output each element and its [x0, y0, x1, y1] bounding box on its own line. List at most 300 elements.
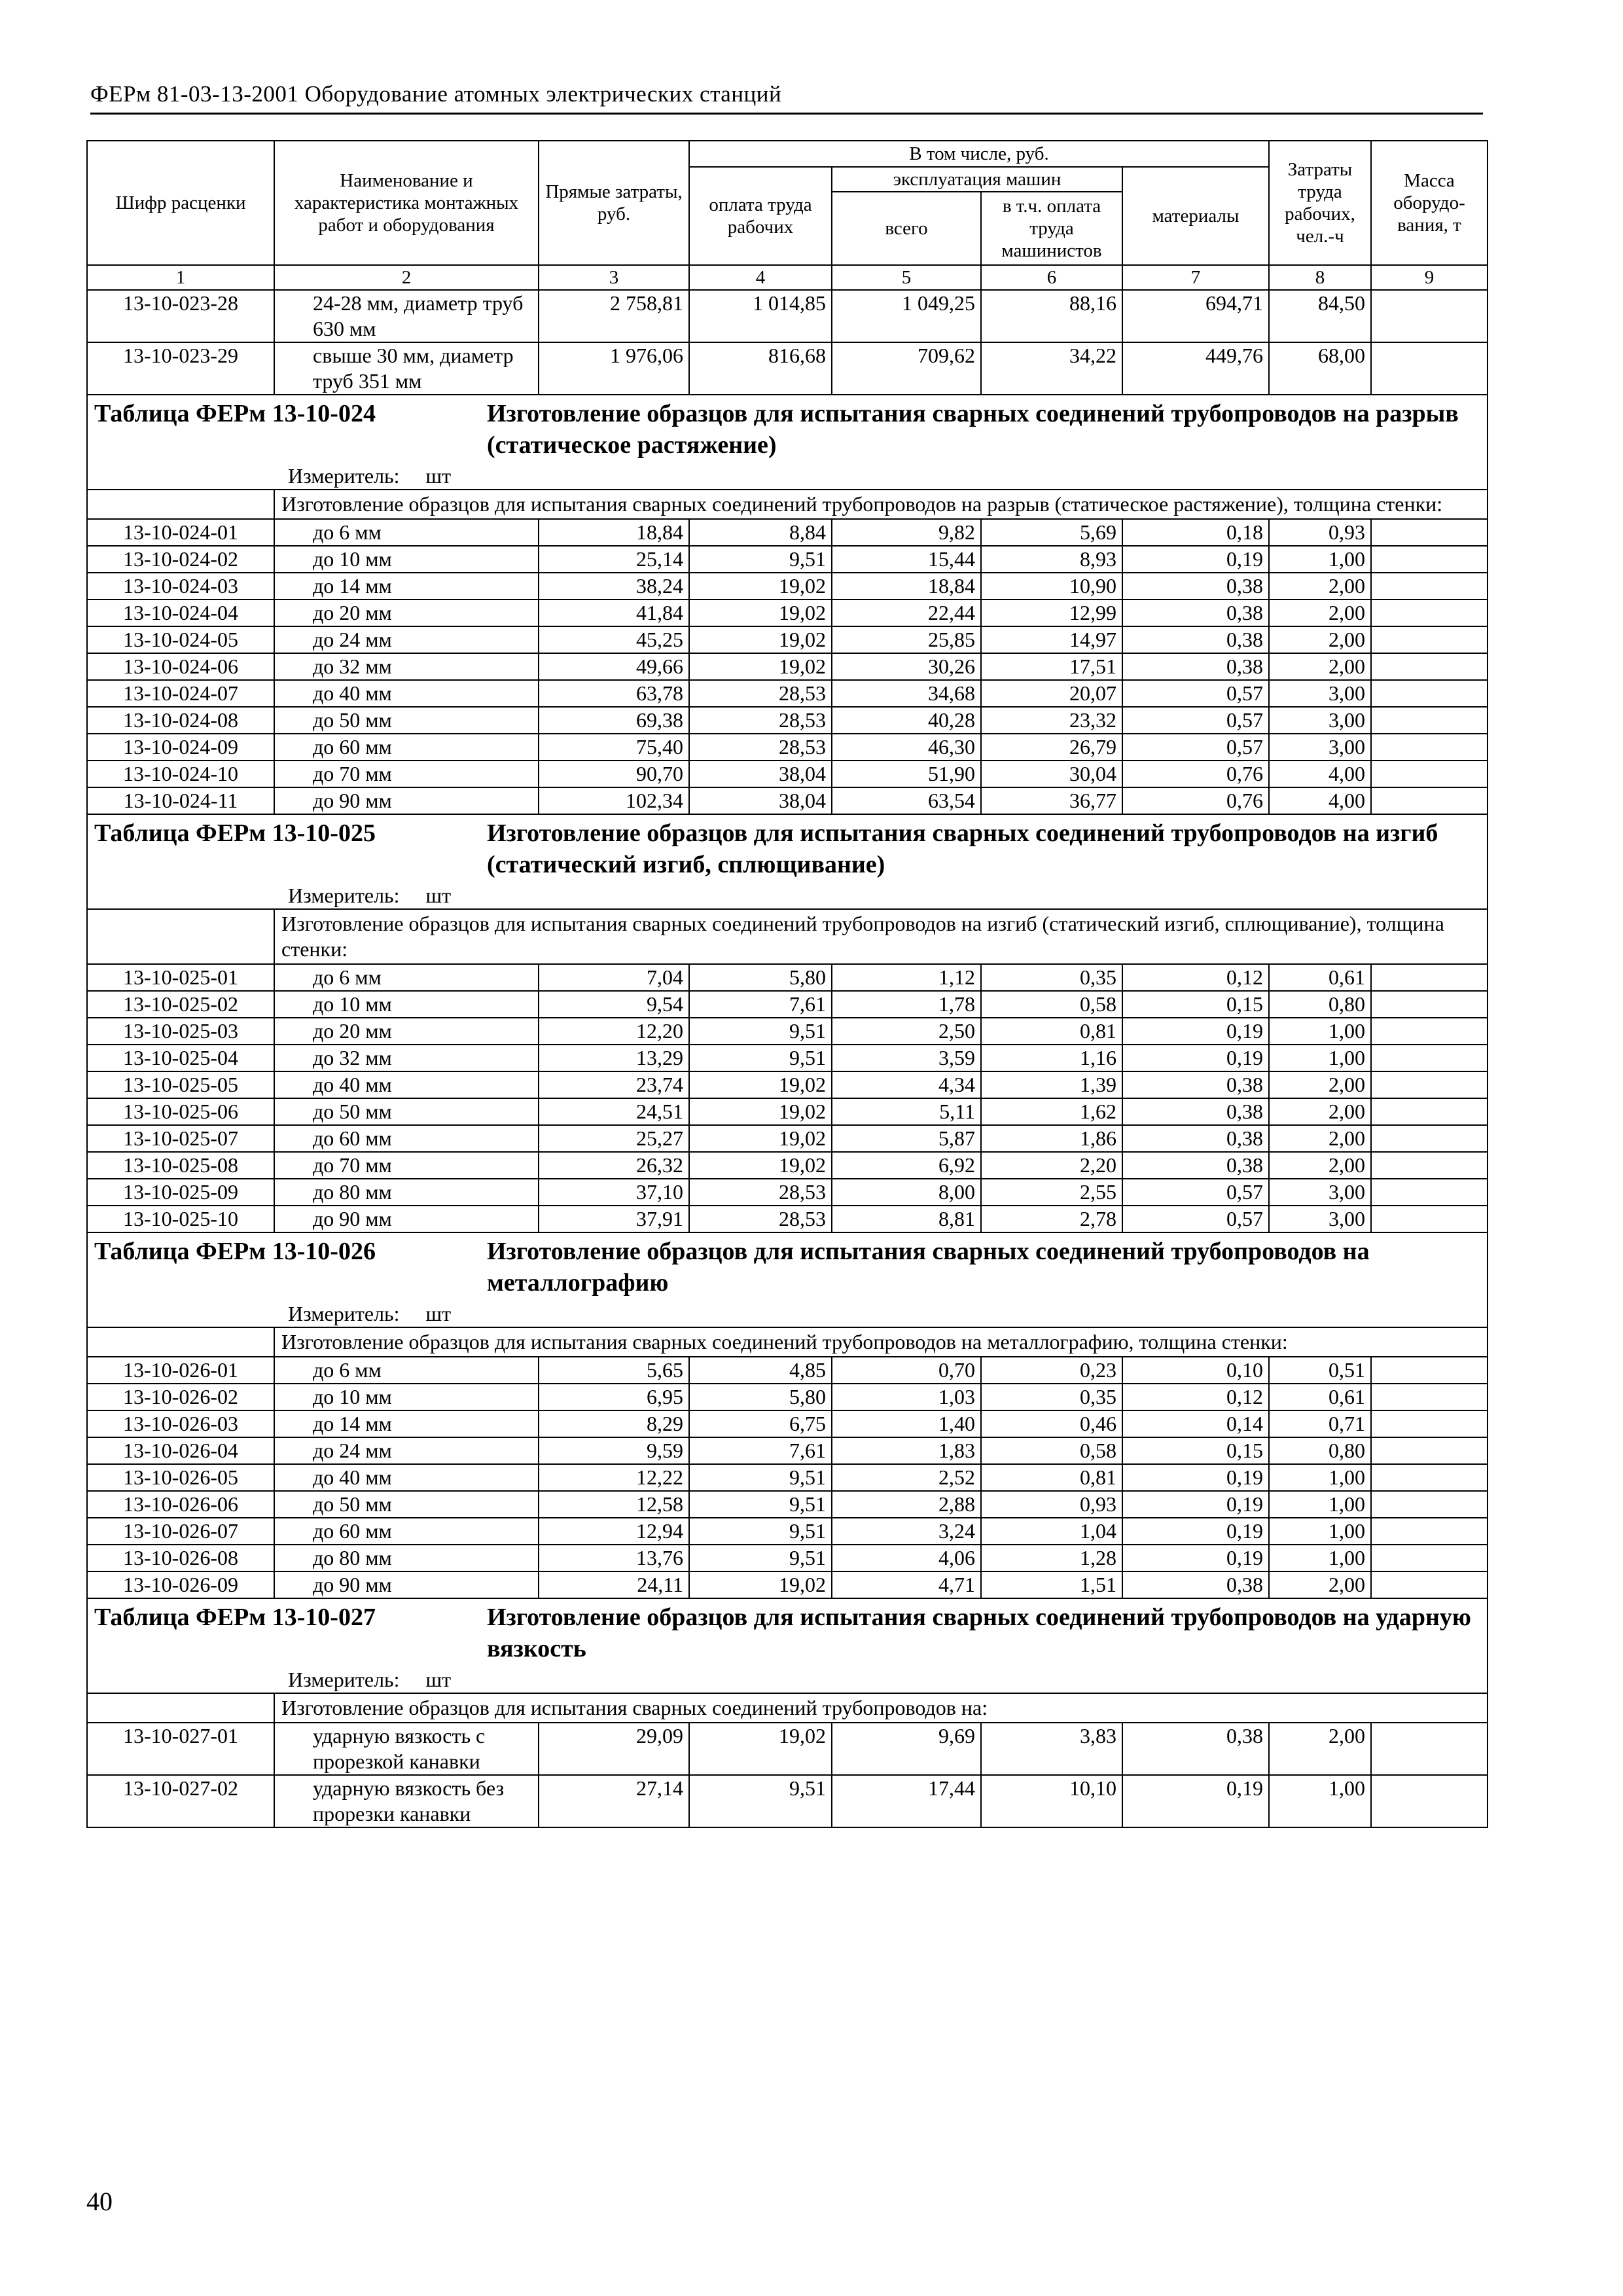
cell-materials: 0,19: [1122, 1491, 1269, 1518]
cell-materials: 0,57: [1122, 707, 1269, 734]
measure-unit: шт: [425, 1302, 452, 1325]
cell-direct: 7,04: [539, 964, 689, 991]
cell-materials: 694,71: [1122, 290, 1269, 342]
table-row: [87, 1179, 1488, 1206]
cell-direct: 2 758,81: [539, 290, 689, 342]
intro-blank: [87, 490, 274, 519]
table-row: [87, 1545, 1488, 1571]
cell-materials: 0,15: [1122, 991, 1269, 1018]
cell-wages: 19,02: [689, 600, 832, 626]
measure-cell: [87, 1301, 1488, 1327]
table-description: Изготовление образцов для испытания сварных соединений трубопроводов на ударную вязкость: [487, 1604, 1471, 1662]
measure-label: Измеритель:: [288, 464, 400, 488]
cell-machines: 25,85: [832, 626, 981, 653]
cell-machines-wages: 2,55: [981, 1179, 1122, 1206]
table-row: [87, 991, 1488, 1018]
cell-wages: 9,51: [689, 1045, 832, 1071]
cell-direct: 13,76: [539, 1545, 689, 1571]
cell-machines-wages: 0,58: [981, 1437, 1122, 1464]
cell-wages: 38,04: [689, 787, 832, 814]
cell-materials: 0,19: [1122, 1018, 1269, 1045]
cell-direct: 12,22: [539, 1464, 689, 1491]
table-row: [87, 573, 1488, 600]
cell-code: 13-10-024-10: [87, 761, 274, 787]
cell-code: 13-10-026-02: [87, 1384, 274, 1410]
cell-mass: [1371, 1464, 1488, 1491]
cell-labor: 84,50: [1269, 290, 1371, 342]
cell-code: 13-10-025-08: [87, 1152, 274, 1179]
table-description: Изготовление образцов для испытания сварных соединений трубопроводов на разрыв (статическое растяжение): [487, 400, 1459, 459]
cell-wages: 9,51: [689, 1545, 832, 1571]
table-row: [87, 1071, 1488, 1098]
cell-mass: [1371, 761, 1488, 787]
cell-machines: 4,06: [832, 1545, 981, 1571]
cell-code: 13-10-026-03: [87, 1410, 274, 1437]
table-row: [87, 680, 1488, 707]
cell-machines-wages: 10,90: [981, 573, 1122, 600]
cell-machines-wages: 2,78: [981, 1206, 1122, 1232]
cell-code: 13-10-025-06: [87, 1098, 274, 1125]
cell-materials: 0,38: [1122, 1571, 1269, 1598]
cell-wages: 4,85: [689, 1357, 832, 1384]
cell-materials: 0,76: [1122, 761, 1269, 787]
cell-direct: 75,40: [539, 734, 689, 761]
cell-mass: [1371, 1125, 1488, 1152]
cell-labor: 2,00: [1269, 1125, 1371, 1152]
cell-code: 13-10-026-08: [87, 1545, 274, 1571]
cell-machines: 5,11: [832, 1098, 981, 1125]
cell-materials: 0,38: [1122, 653, 1269, 680]
cell-mass: [1371, 1045, 1488, 1071]
cell-materials: 0,18: [1122, 519, 1269, 546]
col-header-direct: Прямые затраты, руб.: [539, 141, 689, 265]
cell-labor: 2,00: [1269, 1723, 1371, 1775]
cell-labor: 0,93: [1269, 519, 1371, 546]
cell-code: 13-10-024-04: [87, 600, 274, 626]
cell-direct: 12,58: [539, 1491, 689, 1518]
table-row: [87, 1357, 1488, 1384]
cell-machines: 9,69: [832, 1723, 981, 1775]
cell-wages: 28,53: [689, 707, 832, 734]
cell-code: 13-10-026-07: [87, 1518, 274, 1545]
cell-labor: 68,00: [1269, 342, 1371, 395]
cell-wages: 28,53: [689, 734, 832, 761]
cell-mass: [1371, 964, 1488, 991]
cell-wages: 19,02: [689, 1723, 832, 1775]
cell-mass: [1371, 1410, 1488, 1437]
table-title-cell: [87, 1232, 1488, 1301]
cell-direct: 18,84: [539, 519, 689, 546]
cell-machines: 2,88: [832, 1491, 981, 1518]
cell-name: до 6 мм: [274, 1357, 539, 1384]
cell-mass: [1371, 1357, 1488, 1384]
cell-machines: 51,90: [832, 761, 981, 787]
table-code: Таблица ФЕРм 13-10-027: [94, 1604, 376, 1631]
cell-machines-wages: 10,10: [981, 1775, 1122, 1827]
cell-machines-wages: 14,97: [981, 626, 1122, 653]
cell-machines-wages: 12,99: [981, 600, 1122, 626]
cell-name: до 50 мм: [274, 1098, 539, 1125]
cell-wages: 7,61: [689, 991, 832, 1018]
measure-row: [87, 1667, 1488, 1693]
cell-direct: 69,38: [539, 707, 689, 734]
cell-direct: 49,66: [539, 653, 689, 680]
col-number: 1: [87, 265, 274, 290]
cell-wages: 19,02: [689, 1098, 832, 1125]
cell-name: до 70 мм: [274, 761, 539, 787]
cell-machines: 4,71: [832, 1571, 981, 1598]
cell-machines: 2,50: [832, 1018, 981, 1045]
cell-materials: 0,38: [1122, 573, 1269, 600]
cell-labor: 0,61: [1269, 964, 1371, 991]
cell-wages: 6,75: [689, 1410, 832, 1437]
cell-machines: 3,59: [832, 1045, 981, 1071]
cell-direct: 6,95: [539, 1384, 689, 1410]
cell-materials: 449,76: [1122, 342, 1269, 395]
measure-label: Измеритель:: [288, 884, 400, 907]
cell-name: до 14 мм: [274, 573, 539, 600]
intro-row: [87, 1693, 1488, 1723]
cell-wages: 9,51: [689, 1491, 832, 1518]
col-number: 9: [1371, 265, 1488, 290]
cell-code: 13-10-023-28: [87, 290, 274, 342]
intro-blank: [87, 1693, 274, 1723]
cell-direct: 12,20: [539, 1018, 689, 1045]
cell-labor: 1,00: [1269, 1018, 1371, 1045]
cell-wages: 9,51: [689, 1018, 832, 1045]
table-row: [87, 519, 1488, 546]
cell-name: до 90 мм: [274, 787, 539, 814]
cell-mass: [1371, 707, 1488, 734]
cell-machines: 1 049,25: [832, 290, 981, 342]
cell-machines: 709,62: [832, 342, 981, 395]
cell-direct: 102,34: [539, 787, 689, 814]
table-row: [87, 1491, 1488, 1518]
cell-wages: 28,53: [689, 680, 832, 707]
document-title: ФЕРм 81-03-13-2001 Оборудование атомных электрических станций: [90, 81, 782, 107]
col-header-mass: Масса оборудо-вания, т: [1371, 141, 1488, 265]
cell-mass: [1371, 519, 1488, 546]
col-number: 7: [1122, 265, 1269, 290]
cell-mass: [1371, 1491, 1488, 1518]
cell-code: 13-10-027-01: [87, 1723, 274, 1775]
table-row: [87, 342, 1488, 395]
measure-unit: шт: [425, 464, 452, 488]
cell-machines-wages: 30,04: [981, 761, 1122, 787]
cell-labor: 3,00: [1269, 680, 1371, 707]
col-header-machines-wages: в т.ч. оплата труда машинистов: [981, 192, 1122, 265]
table-row: [87, 600, 1488, 626]
table-row: [87, 707, 1488, 734]
measure-cell: [87, 883, 1488, 909]
table-description: Изготовление образцов для испытания сварных соединений трубопроводов на металлографию: [487, 1238, 1370, 1297]
intro-row: [87, 909, 1488, 964]
cell-wages: 19,02: [689, 1152, 832, 1179]
cell-machines: 2,52: [832, 1464, 981, 1491]
cell-direct: 5,65: [539, 1357, 689, 1384]
cell-labor: 0,51: [1269, 1357, 1371, 1384]
intro-text: Изготовление образцов для испытания сварных соединений трубопроводов на металлографию, толщина стенки:: [274, 1327, 1488, 1357]
cell-code: 13-10-026-09: [87, 1571, 274, 1598]
cell-wages: 9,51: [689, 1775, 832, 1827]
cell-materials: 0,38: [1122, 600, 1269, 626]
cell-machines-wages: 0,81: [981, 1464, 1122, 1491]
cell-direct: 24,51: [539, 1098, 689, 1125]
cell-machines-wages: 36,77: [981, 787, 1122, 814]
cell-name: до 32 мм: [274, 1045, 539, 1071]
cell-mass: [1371, 653, 1488, 680]
cell-machines-wages: 3,83: [981, 1723, 1122, 1775]
col-header-including: В том числе, руб.: [689, 141, 1269, 167]
table-row: [87, 1775, 1488, 1827]
cell-mass: [1371, 680, 1488, 707]
cell-machines-wages: 0,81: [981, 1018, 1122, 1045]
table-row: [87, 1206, 1488, 1232]
cell-labor: 0,80: [1269, 1437, 1371, 1464]
cell-labor: 2,00: [1269, 1571, 1371, 1598]
table-row: [87, 1723, 1488, 1775]
cell-machines: 40,28: [832, 707, 981, 734]
table-code: Таблица ФЕРм 13-10-024: [94, 400, 376, 427]
col-number: 6: [981, 265, 1122, 290]
cell-name: до 70 мм: [274, 1152, 539, 1179]
cell-mass: [1371, 1545, 1488, 1571]
cell-machines-wages: 8,93: [981, 546, 1122, 573]
cell-machines-wages: 1,16: [981, 1045, 1122, 1071]
table-title: [94, 817, 1480, 880]
cell-materials: 0,38: [1122, 1152, 1269, 1179]
cell-machines: 8,81: [832, 1206, 981, 1232]
table-row: [87, 1384, 1488, 1410]
cell-direct: 25,27: [539, 1125, 689, 1152]
cell-wages: 19,02: [689, 1571, 832, 1598]
cell-name: 24-28 мм, диаметр труб 630 мм: [274, 290, 539, 342]
cell-materials: 0,57: [1122, 1179, 1269, 1206]
cell-mass: [1371, 1206, 1488, 1232]
cell-machines-wages: 88,16: [981, 290, 1122, 342]
intro-text: Изготовление образцов для испытания сварных соединений трубопроводов на разрыв (статическое растяжение), толщина стенки:: [274, 490, 1488, 519]
cell-materials: 0,38: [1122, 1098, 1269, 1125]
table-row: [87, 1437, 1488, 1464]
table-body: [87, 290, 1488, 1827]
cell-machines-wages: 0,46: [981, 1410, 1122, 1437]
table-row: [87, 626, 1488, 653]
cell-name: до 80 мм: [274, 1545, 539, 1571]
cell-code: 13-10-025-09: [87, 1179, 274, 1206]
cell-labor: 2,00: [1269, 1098, 1371, 1125]
cell-machines: 1,03: [832, 1384, 981, 1410]
cell-mass: [1371, 1775, 1488, 1827]
cell-labor: 2,00: [1269, 1071, 1371, 1098]
intro-row: [87, 1327, 1488, 1357]
cell-mass: [1371, 290, 1488, 342]
cell-code: 13-10-026-05: [87, 1464, 274, 1491]
cell-mass: [1371, 787, 1488, 814]
cell-name: до 60 мм: [274, 1518, 539, 1545]
cell-code: 13-10-026-01: [87, 1357, 274, 1384]
rates-table: [86, 140, 1488, 1828]
page-header: [90, 76, 1483, 115]
cell-labor: 0,80: [1269, 991, 1371, 1018]
cell-labor: 2,00: [1269, 600, 1371, 626]
col-header-machines: эксплуатация машин: [832, 167, 1122, 192]
cell-mass: [1371, 1723, 1488, 1775]
cell-materials: 0,19: [1122, 1775, 1269, 1827]
cell-materials: 0,19: [1122, 1518, 1269, 1545]
cell-machines: 6,92: [832, 1152, 981, 1179]
cell-direct: 41,84: [539, 600, 689, 626]
cell-machines: 22,44: [832, 600, 981, 626]
cell-direct: 9,59: [539, 1437, 689, 1464]
col-header-materials: материалы: [1122, 167, 1269, 265]
table-row: [87, 1464, 1488, 1491]
cell-materials: 0,19: [1122, 1545, 1269, 1571]
cell-machines: 8,00: [832, 1179, 981, 1206]
cell-materials: 0,12: [1122, 1384, 1269, 1410]
table-row: [87, 734, 1488, 761]
table-row: [87, 1571, 1488, 1598]
measure-unit: шт: [425, 1668, 452, 1691]
col-number: 8: [1269, 265, 1371, 290]
cell-code: 13-10-025-03: [87, 1018, 274, 1045]
cell-machines-wages: 34,22: [981, 342, 1122, 395]
cell-materials: 0,15: [1122, 1437, 1269, 1464]
table-title-cell: [87, 1598, 1488, 1667]
cell-machines-wages: 20,07: [981, 680, 1122, 707]
table-title: [94, 1236, 1480, 1299]
table-header: [87, 141, 1488, 290]
table-row: [87, 964, 1488, 991]
cell-mass: [1371, 1179, 1488, 1206]
cell-code: 13-10-024-06: [87, 653, 274, 680]
cell-materials: 0,38: [1122, 626, 1269, 653]
cell-labor: 1,00: [1269, 1491, 1371, 1518]
table-row: [87, 653, 1488, 680]
cell-code: 13-10-026-04: [87, 1437, 274, 1464]
table-title-row: [87, 1232, 1488, 1301]
cell-machines: 15,44: [832, 546, 981, 573]
cell-labor: 2,00: [1269, 573, 1371, 600]
measure-row: [87, 883, 1488, 909]
cell-mass: [1371, 546, 1488, 573]
cell-code: 13-10-024-02: [87, 546, 274, 573]
cell-mass: [1371, 1071, 1488, 1098]
measure-label: Измеритель:: [288, 1302, 400, 1325]
cell-materials: 0,10: [1122, 1357, 1269, 1384]
col-number: 3: [539, 265, 689, 290]
table-row: [87, 1045, 1488, 1071]
col-number: 2: [274, 265, 539, 290]
cell-machines-wages: 1,86: [981, 1125, 1122, 1152]
cell-materials: 0,12: [1122, 964, 1269, 991]
cell-name: до 10 мм: [274, 1384, 539, 1410]
table-title-cell: [87, 814, 1488, 883]
cell-direct: 37,10: [539, 1179, 689, 1206]
cell-name: до 6 мм: [274, 519, 539, 546]
col-header-machines-total: всего: [832, 192, 981, 265]
cell-machines: 18,84: [832, 573, 981, 600]
cell-materials: 0,38: [1122, 1071, 1269, 1098]
cell-machines-wages: 2,20: [981, 1152, 1122, 1179]
cell-wages: 9,51: [689, 1518, 832, 1545]
cell-mass: [1371, 991, 1488, 1018]
cell-wages: 19,02: [689, 653, 832, 680]
cell-wages: 7,61: [689, 1437, 832, 1464]
cell-direct: 25,14: [539, 546, 689, 573]
cell-machines-wages: 1,62: [981, 1098, 1122, 1125]
cell-machines-wages: 5,69: [981, 519, 1122, 546]
table-row: [87, 787, 1488, 814]
measure-row: [87, 463, 1488, 490]
cell-machines-wages: 26,79: [981, 734, 1122, 761]
table-row: [87, 1410, 1488, 1437]
cell-direct: 1 976,06: [539, 342, 689, 395]
intro-row: [87, 490, 1488, 519]
cell-direct: 45,25: [539, 626, 689, 653]
cell-direct: 23,74: [539, 1071, 689, 1098]
cell-labor: 0,71: [1269, 1410, 1371, 1437]
cell-code: 13-10-024-01: [87, 519, 274, 546]
cell-code: 13-10-024-08: [87, 707, 274, 734]
cell-materials: 0,19: [1122, 1045, 1269, 1071]
cell-materials: 0,76: [1122, 787, 1269, 814]
cell-wages: 9,51: [689, 1464, 832, 1491]
table-row: [87, 1125, 1488, 1152]
table-title-row: [87, 1598, 1488, 1667]
col-header-wages: оплата труда рабочих: [689, 167, 832, 265]
cell-mass: [1371, 1018, 1488, 1045]
cell-materials: 0,14: [1122, 1410, 1269, 1437]
cell-mass: [1371, 1384, 1488, 1410]
cell-mass: [1371, 600, 1488, 626]
measure-cell: [87, 463, 1488, 490]
cell-name: до 50 мм: [274, 707, 539, 734]
cell-name: до 24 мм: [274, 626, 539, 653]
cell-machines: 46,30: [832, 734, 981, 761]
cell-name: свыше 30 мм, диаметр труб 351 мм: [274, 342, 539, 395]
cell-materials: 0,38: [1122, 1723, 1269, 1775]
page-number: 40: [86, 2187, 113, 2216]
cell-code: 13-10-025-07: [87, 1125, 274, 1152]
cell-labor: 4,00: [1269, 787, 1371, 814]
cell-machines-wages: 0,23: [981, 1357, 1122, 1384]
cell-machines: 3,24: [832, 1518, 981, 1545]
measure-row: [87, 1301, 1488, 1327]
table-description: Изготовление образцов для испытания сварных соединений трубопроводов на изгиб (статический изгиб, сплющивание): [487, 819, 1438, 878]
measure-unit: шт: [425, 884, 452, 907]
cell-machines: 30,26: [832, 653, 981, 680]
cell-labor: 1,00: [1269, 546, 1371, 573]
col-number: 5: [832, 265, 981, 290]
cell-machines-wages: 1,04: [981, 1518, 1122, 1545]
cell-direct: 8,29: [539, 1410, 689, 1437]
cell-direct: 63,78: [539, 680, 689, 707]
col-header-code: Шифр расценки: [87, 141, 274, 265]
cell-machines: 17,44: [832, 1775, 981, 1827]
cell-materials: 0,19: [1122, 1464, 1269, 1491]
cell-wages: 9,51: [689, 546, 832, 573]
table-title-cell: [87, 395, 1488, 463]
cell-name: до 10 мм: [274, 991, 539, 1018]
cell-wages: 816,68: [689, 342, 832, 395]
table-code: Таблица ФЕРм 13-10-025: [94, 819, 376, 847]
cell-name: до 32 мм: [274, 653, 539, 680]
cell-machines: 1,40: [832, 1410, 981, 1437]
measure-label: Измеритель:: [288, 1668, 400, 1691]
cell-labor: 3,00: [1269, 734, 1371, 761]
cell-wages: 19,02: [689, 573, 832, 600]
table-row: [87, 1152, 1488, 1179]
